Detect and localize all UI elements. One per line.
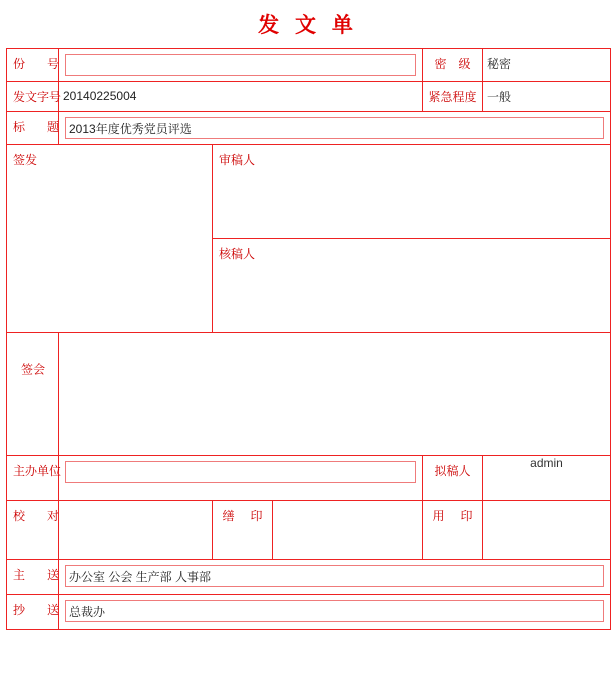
yongyin-label [423, 501, 482, 530]
qianfa-label: 签发 [13, 153, 38, 167]
yongyin-label-cell [423, 501, 483, 560]
table-row-jiaodui [7, 501, 611, 560]
chaosong-label-part2: 送 [47, 603, 60, 617]
fawenzihao-value-cell[interactable] [59, 82, 423, 112]
jiaodui-label [7, 501, 58, 524]
nigaoren-value: admin [530, 456, 563, 470]
table-row-zhusong [7, 560, 611, 595]
jiaodui-value-cell[interactable] [59, 501, 213, 560]
zhubandanwei-input-cell [59, 456, 423, 501]
chaosong-input-cell [59, 595, 611, 630]
jinjichengdu-value-cell[interactable] [483, 82, 611, 112]
nigaoren-value-cell [483, 456, 611, 501]
qianfa-cell[interactable] [7, 145, 213, 333]
chaosong-field-wrap [59, 595, 610, 627]
zengyin-label [213, 501, 272, 530]
biaoti-label-part2: 题 [47, 120, 60, 134]
huiqian-label-cell [7, 333, 59, 456]
biaoti-label [7, 112, 58, 135]
shengaoren-cell[interactable] [213, 145, 611, 239]
yongyin-label-part1: 用 [432, 509, 445, 523]
jiaodui-label-cell [7, 501, 59, 560]
chaosong-label-part1: 抄 [13, 603, 26, 617]
jiaodui-label-part2: 对 [47, 509, 60, 523]
zhusong-label [7, 560, 58, 583]
table-row-biaoti [7, 112, 611, 145]
biaoti-input-cell [59, 112, 611, 145]
miji-label: 密 级 [434, 57, 471, 71]
zhubandanwei-field-wrap [59, 456, 422, 488]
chaosong-label [7, 595, 58, 618]
zhubandanwei-label-cell [7, 456, 62, 501]
hegaoren-cell[interactable] [213, 239, 611, 333]
page-title: 发 文 单 [258, 14, 358, 37]
zengyin-label-part1: 缮 [222, 509, 235, 523]
jinjichengdu-value: 一般 [487, 90, 512, 104]
zengyin-value-cell[interactable] [273, 501, 423, 560]
biaoti-label-cell [7, 112, 59, 145]
dispatch-form-table [6, 48, 611, 630]
zhusong-label-part1: 主 [13, 568, 26, 582]
zhubandanwei-label: 主办单位 [13, 464, 62, 478]
biaoti-label-part1: 标 [13, 120, 26, 134]
table-row-qianfa [7, 145, 611, 239]
table-row-huiqian [7, 333, 611, 456]
jinjichengdu-label-cell [423, 82, 483, 112]
zhusong-label-cell [7, 560, 59, 595]
fenhao-label [7, 49, 58, 72]
fawenzihao-value: 20140225004 [63, 89, 137, 103]
hegaoren-label: 核稿人 [219, 247, 256, 261]
huiqian-label-char1: 会 [31, 363, 46, 378]
huiqian-content-cell[interactable] [59, 333, 611, 456]
nigaoren-label: 拟稿人 [434, 464, 471, 478]
jinjichengdu-label: 紧急程度 [428, 90, 477, 104]
fenhao-input[interactable] [65, 54, 416, 76]
zhusong-field-wrap [59, 560, 610, 592]
fenhao-label-part1: 份 [13, 57, 26, 71]
fenhao-label-cell [7, 49, 59, 82]
biaoti-input[interactable] [65, 117, 604, 139]
fenhao-input-cell [59, 49, 423, 82]
nigaoren-label-cell [423, 456, 483, 501]
chaosong-label-cell [7, 595, 59, 630]
miji-value: 秘密 [487, 57, 512, 71]
fawenzihao-label-cell [7, 82, 62, 112]
miji-value-cell[interactable] [483, 49, 611, 82]
zengyin-label-cell [213, 501, 273, 560]
jiaodui-label-part1: 校 [13, 509, 26, 523]
zhubandanwei-input[interactable] [65, 461, 416, 483]
zhusong-input-cell [59, 560, 611, 595]
zengyin-label-part2: 印 [250, 509, 263, 523]
huiqian-label [21, 333, 45, 378]
fenhao-label-part2: 号 [47, 57, 60, 71]
fenhao-field-wrap [59, 49, 422, 81]
fawenzihao-label: 发文字号 [13, 90, 62, 104]
miji-label-cell [423, 49, 483, 82]
huiqian-label-char2: 签 [19, 363, 34, 378]
yongyin-label-part2: 印 [460, 509, 473, 523]
table-row-chaosong [7, 595, 611, 630]
table-row-zhubandanwei [7, 456, 611, 501]
zhusong-input[interactable] [65, 565, 604, 587]
chaosong-input[interactable] [65, 600, 604, 622]
table-row-fawenzihao [7, 82, 611, 112]
zhusong-label-part2: 送 [47, 568, 60, 582]
yongyin-value-cell[interactable] [483, 501, 611, 560]
table-row-fenhao [7, 49, 611, 82]
shengaoren-label: 审稿人 [219, 153, 256, 167]
biaoti-field-wrap [59, 112, 610, 144]
